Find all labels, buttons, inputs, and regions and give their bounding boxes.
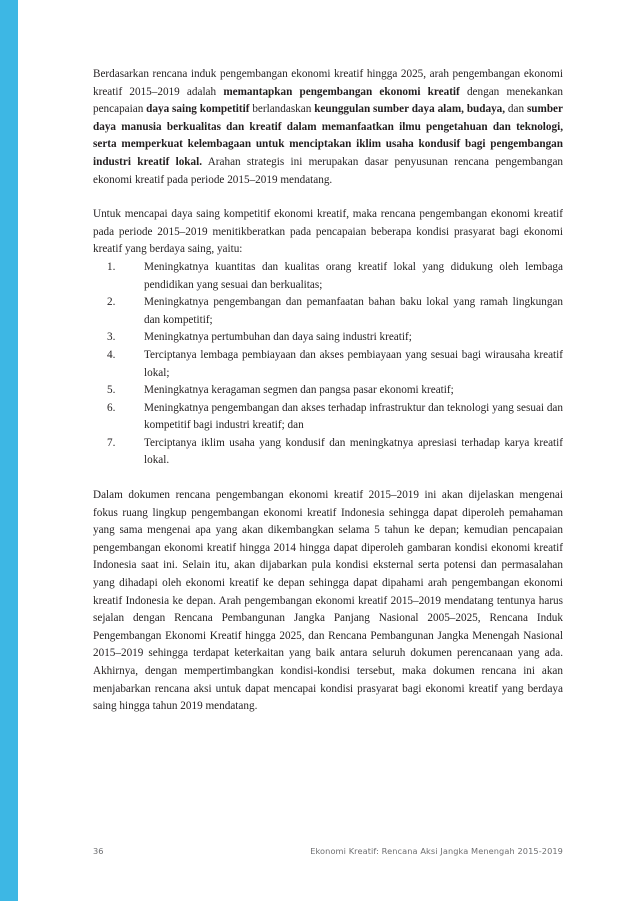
page-number: 36 <box>93 846 104 856</box>
list-item: 2. Meningkatnya pengembangan dan pemanfaatan bahan baku lokal yang ramah lingkungan dan kompetitif; <box>107 296 563 326</box>
running-title: Ekonomi Kreatif: Rencana Aksi Jangka Menengah 2015-2019 <box>310 846 563 856</box>
paragraph-strategic-direction: Berdasarkan rencana induk pengembangan ekonomi kreatif hingga 2025, arah pengembangan ekonomi kreatif 2015–2019 adalah memantapkan pengembangan ekonomi kreatif dengan menekankan pencapaian daya saing kompetitif berlandaskan keunggulan sumber daya alam, budaya, dan sumber daya manusia berkualitas dan kreatif dalam memanfaatkan ilmu pengetahuan dan teknologi, serta memperkuat kelembagaan untuk menciptakan iklim usaha kondusif bagi pengembangan industri kreatif lokal. Arahan strategis ini merupakan dasar penyusunan rencana pengembangan ekonomi kreatif pada periode 2015–2019 mendatang. <box>93 68 563 186</box>
list-item: 6. Meningkatnya pengembangan dan akses terhadap infrastruktur dan teknologi yang sesuai dan kompetitif bagi industri kreatif; dan <box>107 401 563 432</box>
paragraph-conditions-intro: Untuk mencapai daya saing kompetitif ekonomi kreatif, maka rencana pengembangan ekonomi kreatif pada periode 2015–2019 menitikberatkan pada pencapaian beberapa kondisi prasyarat bagi ekonomi kreatif yang berdaya saing, yaitu: <box>93 208 563 256</box>
side-accent-bar <box>0 0 18 901</box>
list-item: 3. Meningkatnya pertumbuhan dan daya saing industri kreatif; <box>107 331 412 344</box>
conditions-list <box>93 259 563 470</box>
list-item: 5. Meningkatnya keragaman segmen dan pangsa pasar ekonomi kreatif; <box>107 384 454 397</box>
paragraph-document-overview: Dalam dokumen rencana pengembangan ekonomi kreatif 2015–2019 ini akan dijelaskan mengenai fokus ruang lingkup pengembangan ekonomi kreatif Indonesia sehingga dapat diperoleh pemahaman yang sama mengenai apa yang akan dikembangkan selama 5 tahun ke depan; kemudian pencapaian pengembangan ekonomi kreatif hingga 2014 hingga dapat diperoleh gambaran kondisi ekonomi kreatif Indonesia saat ini. Selain itu, akan dijabarkan pula kondisi eksternal serta potensi dan permasalahan yang dihadapi oleh ekonomi kreatif ke depan sehingga dapat dipahami arah pengembangan ekonomi kreatif Indonesia ke depan. Arah pengembangan ekonomi kreatif 2015–2019 mendatang tentunya harus sejalan dengan Rencana Pembangunan Jangka Panjang Nasional 2005–2025, Rencana Induk Pengembangan Ekonomi Kreatif hingga 2025, dan Rencana Pembangunan Jangka Menengah Nasional 2015–2019 sehingga terdapat keterkaitan yang baik antara seluruh dokumen perencanaan yang ada. Akhirnya, dengan mempertimbangkan kondisi-kondisi tersebut, maka dokumen rencana ini akan menjabarkan rencana aksi untuk dapat mencapai kondisi prasyarat bagi ekonomi kreatif yang berdaya saing hingga tahun 2019 mendatang. <box>93 489 563 713</box>
page-body <box>93 66 563 716</box>
list-item: 4. Terciptanya lembaga pembiayaan dan akses pembiayaan yang sesuai bagi wirausaha kreatif lokal; <box>107 348 563 379</box>
list-item: 1. Meningkatnya kuantitas dan kualitas orang kreatif lokal yang didukung oleh lembaga pendidikan yang sesuai dan berkualitas; <box>107 260 563 291</box>
page-footer <box>93 846 563 860</box>
list-item: 7. Terciptanya iklim usaha yang kondusif dan meningkatnya apresiasi terhadap karya kreatif lokal. <box>107 436 563 467</box>
